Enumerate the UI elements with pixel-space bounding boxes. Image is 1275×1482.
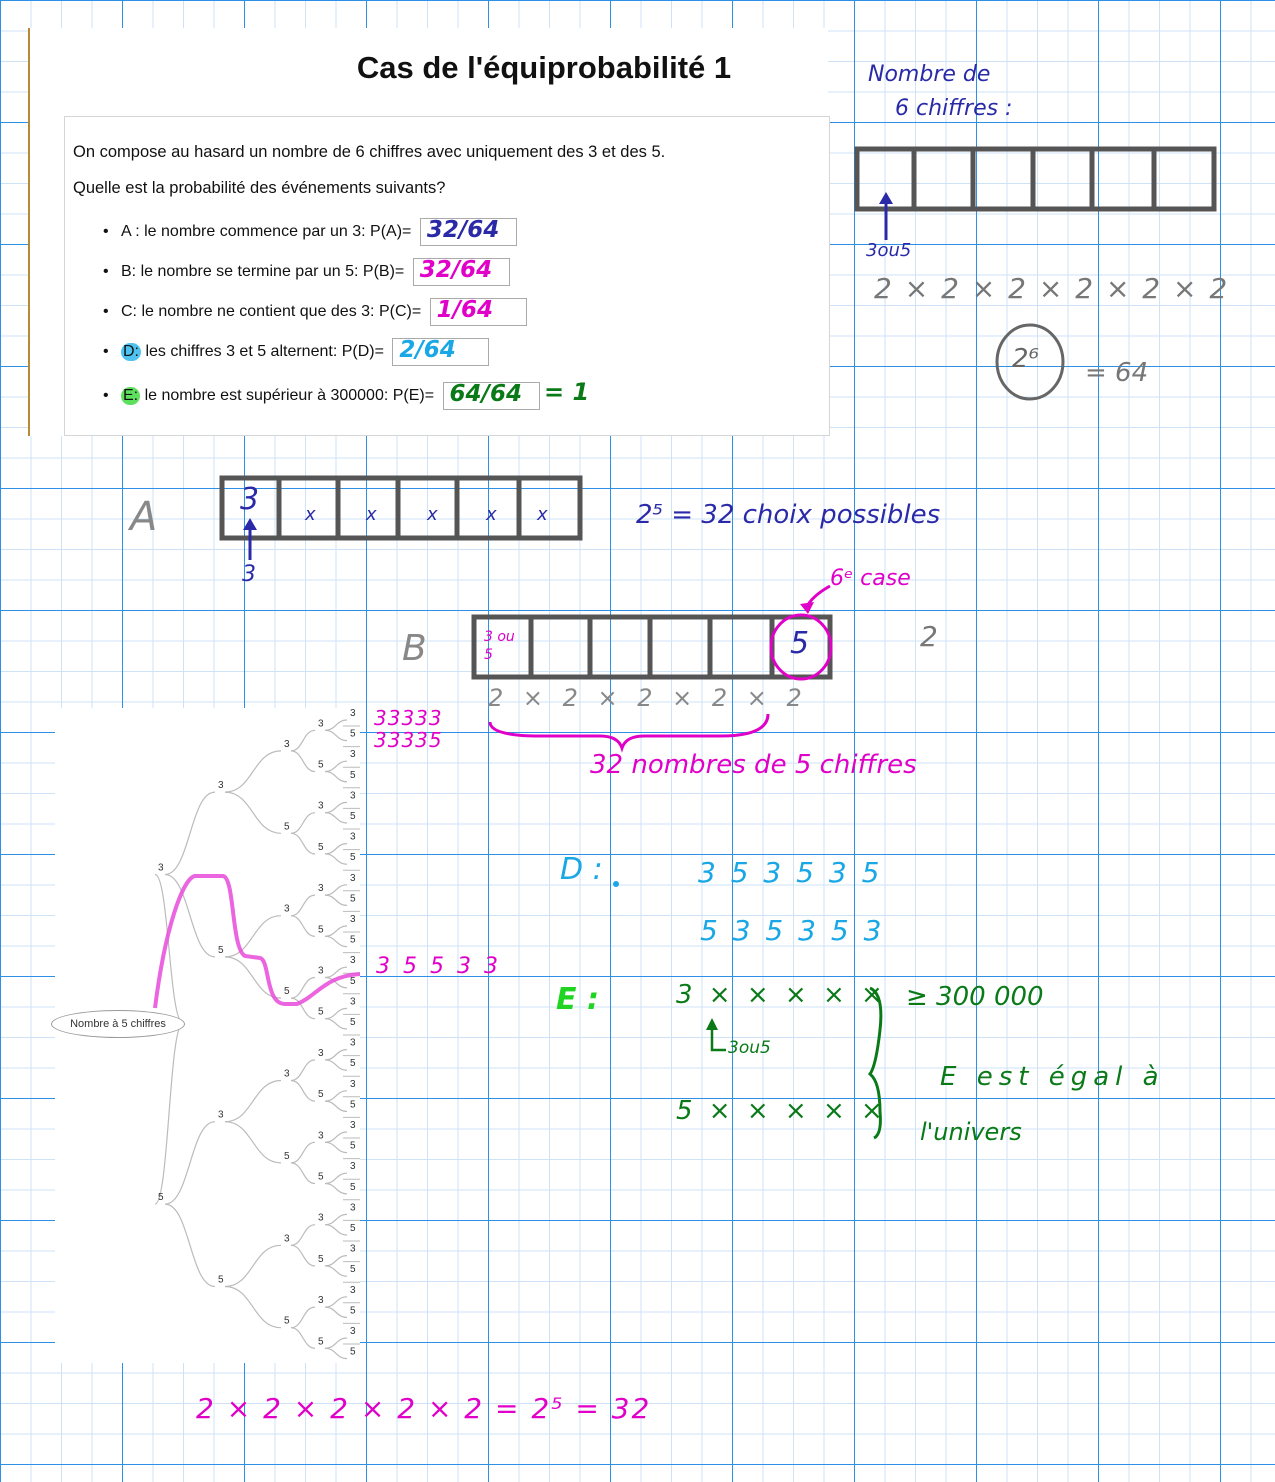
tree-note-33333: 33333	[374, 706, 443, 730]
a-cross-3: x	[366, 504, 377, 525]
tree-edge	[291, 1245, 315, 1266]
tree-edge	[325, 1225, 347, 1235]
tree-node-label: 5	[350, 728, 356, 740]
tree-edge	[325, 1091, 347, 1101]
tree-edge	[325, 854, 347, 864]
tree-edge	[291, 1163, 315, 1184]
tree-node-label: 5	[350, 975, 356, 987]
tree-node-label: 5	[158, 1192, 164, 1204]
note-six-chiffres: 6 chiffres :	[895, 96, 1013, 121]
tree-node-label: 5	[318, 924, 324, 936]
tree-node-label: 5	[284, 821, 290, 833]
tree-edge	[325, 1019, 347, 1029]
item-d: • D: les chiffres 3 et 5 alternent: P(D)= 2/64	[103, 338, 489, 366]
tree-node-label: 3	[284, 1233, 290, 1245]
item-d-label: les chiffres 3 et 5 alternent: P(D)=	[141, 343, 384, 361]
tree-node-label: 3	[350, 872, 356, 884]
tree-edge	[325, 1214, 347, 1224]
note-nombre-de: Nombre de	[868, 62, 991, 87]
tree-edge	[325, 761, 347, 771]
item-e: • E: le nombre est supérieur à 300000: P(E)= 64/64 = 1	[103, 378, 589, 410]
tree-edge	[225, 1081, 281, 1122]
tree-edge	[325, 1307, 347, 1317]
tree-node-label: 5	[350, 852, 356, 864]
item-e-label: le nombre est supérieur à 300000: P(E)=	[140, 387, 435, 404]
tree-node-label: 3	[350, 831, 356, 843]
sixth-box-note: 6ᵉ case	[830, 566, 911, 591]
tree-node-label: 5	[350, 1346, 356, 1358]
note-product-six: 2 × 2 × 2 × 2 × 2 × 2	[874, 272, 1230, 305]
note-power-26: 2⁶	[1012, 344, 1039, 374]
label-e: E :	[556, 982, 599, 1017]
e-conclusion-1: E est égal à	[940, 1062, 1165, 1092]
tree-edge	[291, 1060, 315, 1081]
tree-edge	[325, 895, 347, 905]
item-b-label: B: le nombre se termine par un 5: P(B)=	[121, 263, 405, 281]
tree-edge	[291, 1142, 315, 1163]
six-box-grid	[857, 149, 1214, 209]
question-text: Quelle est la probabilité des événements suivants?	[73, 179, 446, 197]
tree-node-label: 3	[318, 1295, 324, 1307]
tree-edge	[325, 772, 347, 782]
tree-node-label: 3	[318, 1047, 324, 1059]
tree-node-label: 3	[350, 1078, 356, 1090]
tree-node-label: 5	[350, 893, 356, 905]
tree-edge	[225, 751, 281, 792]
tree-node-label: 5	[350, 811, 356, 822]
b-last-digit: 5	[790, 626, 810, 661]
tree-edge	[325, 1060, 347, 1070]
tree-node-label: 3	[350, 1284, 356, 1296]
tree-node-label: 5	[350, 769, 356, 781]
tree-edge	[325, 936, 347, 946]
tree-node-label: 5	[350, 1223, 356, 1234]
tree-edge	[165, 792, 215, 874]
e-row-1: 3 × × × × ×	[676, 980, 887, 1010]
tree-node-label: 3	[284, 738, 290, 750]
e-row-2: 5 × × × × ×	[676, 1096, 887, 1126]
tree-edge	[291, 1328, 315, 1349]
tree-edge	[325, 1266, 347, 1276]
d-seq-2: 5 3 5 3 5 3	[700, 914, 885, 947]
tree-edge	[325, 1297, 347, 1307]
d-dot-icon	[613, 881, 619, 887]
tree-node-label: 3	[350, 955, 356, 967]
a-box-grid	[222, 478, 580, 538]
tree-node-label: 5	[284, 1315, 290, 1327]
a-arrow-label: 3	[242, 562, 256, 587]
a-cross-6: x	[537, 504, 548, 525]
tree-node-label: 5	[318, 1336, 324, 1348]
tree-node-label: 3	[350, 1037, 356, 1049]
tree-edge	[291, 1225, 315, 1246]
tree-node-label: 3	[318, 883, 324, 895]
tree-edge	[225, 1122, 281, 1163]
item-e-prefix: E:	[123, 387, 139, 404]
tree-node-label: 5	[350, 1181, 356, 1193]
tree-node-label: 5	[350, 1017, 356, 1028]
sixth-arrowhead-icon	[800, 602, 814, 614]
a-cross-2: x	[305, 504, 316, 525]
tree-node-label: 5	[318, 1006, 324, 1018]
tree-edge	[165, 1122, 215, 1204]
tree-edge	[325, 1256, 347, 1266]
bottom-formula: 2 × 2 × 2 × 2 × 2 = 2⁵ = 32	[196, 1392, 652, 1425]
tree-edge	[325, 1184, 347, 1194]
tree-edge	[225, 1287, 281, 1328]
page-title: Cas de l'équiprobabilité 1	[356, 50, 732, 85]
tree-edge	[291, 730, 315, 751]
tree-edge	[291, 751, 315, 772]
tree-edge	[325, 813, 347, 823]
tree-node-label: 5	[218, 944, 224, 956]
tree-edge	[225, 792, 281, 833]
tree-node-label: 5	[350, 1099, 356, 1111]
e-conclusion-2: l'univers	[920, 1118, 1022, 1146]
note-3ou5-top: 3ou5	[866, 240, 912, 261]
tree-node-label: 3	[350, 1326, 356, 1337]
tree-node-label: 5	[318, 841, 324, 853]
tree-node-label: 3	[350, 749, 356, 761]
tree-node-label: 5	[284, 986, 290, 998]
tree-panel	[55, 708, 360, 1363]
answer-e-equals-one: = 1	[543, 378, 590, 406]
b-result: 32 nombres de 5 chiffres	[590, 750, 917, 780]
tree-node-label: 5	[350, 1140, 356, 1152]
label-b: B	[402, 628, 427, 669]
note-eq-64: = 64	[1085, 358, 1149, 388]
tree-edge	[325, 1101, 347, 1111]
tree-edge	[291, 1307, 315, 1328]
tree-node-label: 3	[318, 718, 324, 730]
tree-node-label: 3	[350, 708, 356, 719]
tree-edge	[325, 802, 347, 812]
tree-edge	[325, 1338, 347, 1348]
tree-edge	[291, 1081, 315, 1102]
tree-edge	[291, 895, 315, 916]
a-cross-5: x	[486, 504, 497, 525]
b-product: 2 × 2 × 2 × 2 × 2	[488, 684, 808, 712]
tree-edge	[225, 1245, 281, 1286]
tree-node-label: 3	[318, 1212, 324, 1224]
item-d-prefix: D:	[123, 343, 139, 361]
tree-edge	[325, 1050, 347, 1060]
tree-node-label: 5	[318, 1089, 324, 1101]
answer-d-field[interactable]: 2/64	[392, 338, 489, 366]
item-c-label: C: le nombre ne contient que des 3: P(C)=	[121, 303, 422, 321]
tree-node-label: 5	[350, 1264, 356, 1276]
tree-node-label: 3	[350, 1161, 356, 1173]
e-ge-300000: ≥ 300 000	[906, 982, 1044, 1012]
tree-node-label: 5	[350, 1058, 356, 1070]
answer-e-field[interactable]: 64/64	[443, 382, 540, 410]
tree-edge	[325, 885, 347, 895]
a-result: 2⁵ = 32 choix possibles	[636, 500, 941, 530]
tree-node-label: 5	[218, 1274, 224, 1286]
tree-edge	[291, 916, 315, 937]
tree-edge	[325, 844, 347, 854]
item-a: • A : le nombre commence par un 3: P(A)= 32/64	[103, 218, 517, 246]
b-first-box: 3 ou 5	[484, 629, 515, 663]
e-3ou5: 3ou5	[728, 1038, 771, 1058]
answer-c-field[interactable]: 1/64	[430, 298, 527, 326]
tree-node-label: 3	[158, 862, 164, 874]
tree-node-label: 3	[284, 1068, 290, 1080]
tree-node-label: 5	[350, 1305, 356, 1317]
b-brace-icon	[490, 714, 768, 748]
tree-node-label: 3	[318, 1130, 324, 1142]
answer-a-field[interactable]: 32/64	[420, 218, 517, 246]
tree-edge	[325, 1132, 347, 1142]
tree-node-label: 3	[350, 996, 356, 1008]
tree-edge	[325, 1173, 347, 1183]
e-arrow-up-icon	[706, 1018, 726, 1050]
tree-note-35533: 3 5 5 3 3	[376, 954, 501, 979]
item-c: • C: le nombre ne contient que des 3: P(C)= 1/64	[103, 298, 527, 326]
answer-b-field[interactable]: 32/64	[413, 258, 510, 286]
a-first-digit: 3	[240, 482, 260, 517]
tree-node-label: 3	[350, 914, 356, 925]
tree-root-node: Nombre à 5 chiffres	[51, 1010, 185, 1038]
b-two: 2	[920, 620, 938, 653]
item-a-label: A : le nombre commence par un 3: P(A)=	[121, 223, 412, 241]
tree-edge	[325, 730, 347, 740]
tree-node-label: 5	[284, 1150, 290, 1162]
tree-node-label: 3	[218, 780, 224, 792]
tree-edge	[325, 720, 347, 730]
arrow-up-icon	[879, 192, 893, 240]
tree-edge	[325, 1142, 347, 1152]
tree-edge	[165, 1204, 215, 1286]
tree-edge	[291, 833, 315, 854]
tree-node-label: 3	[350, 1202, 356, 1214]
tree-node-label: 3	[318, 800, 324, 812]
tree-node-label: 5	[318, 1171, 324, 1183]
item-b: • B: le nombre se termine par un 5: P(B)= 32/64	[103, 258, 510, 286]
d-seq-1: 3 5 3 5 3 5	[698, 856, 883, 889]
tree-node-label: 5	[350, 934, 356, 946]
intro-text: On compose au hasard un nombre de 6 chiffres avec uniquement des 3 et des 5.	[73, 143, 666, 161]
tree-node-label: 5	[318, 759, 324, 771]
tree-edge	[291, 813, 315, 834]
tree-edge	[325, 1348, 347, 1358]
tree-node-label: 3	[318, 965, 324, 977]
tree-note-33335: 33335	[374, 728, 443, 752]
tree-node-label: 3	[350, 1120, 356, 1131]
label-a: A	[130, 494, 158, 540]
tree-node-label: 3	[350, 1243, 356, 1255]
label-d: D :	[560, 852, 603, 887]
tree-edge	[325, 1008, 347, 1018]
tree-edge	[155, 1023, 183, 1204]
tree-node-label: 5	[318, 1253, 324, 1265]
tree-edge	[325, 926, 347, 936]
tree-node-label: 3	[350, 790, 356, 802]
a-cross-4: x	[427, 504, 438, 525]
tree-node-label: 3	[284, 903, 290, 915]
tree-node-label: 3	[218, 1109, 224, 1121]
